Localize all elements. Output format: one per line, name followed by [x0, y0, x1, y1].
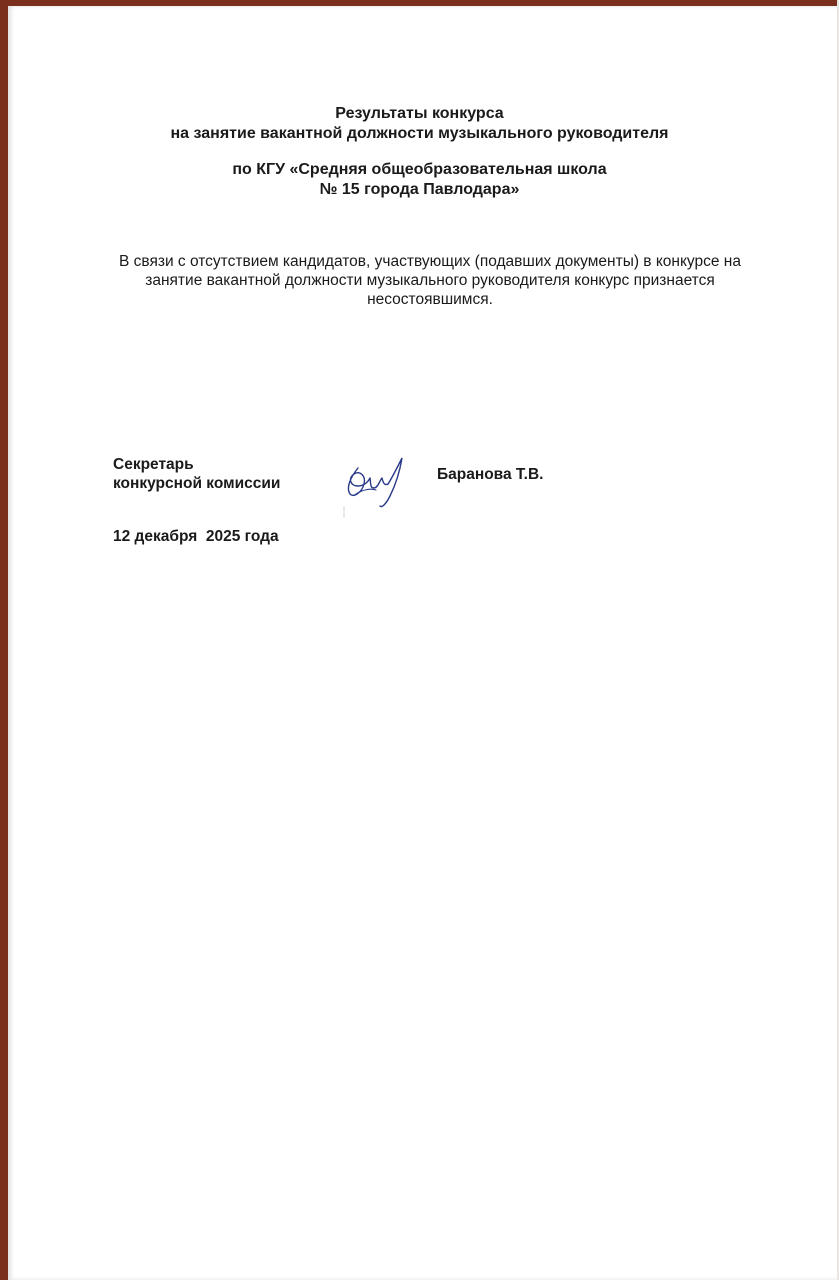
signatory-role-line-1: Секретарь: [113, 456, 194, 473]
organization-line-1: по КГУ «Средняя общеобразовательная школа: [232, 161, 607, 178]
body-line-1: В связи с отсутствием кандидатов, участвующих (подавших документы) в конкурсе на: [119, 253, 741, 270]
organization-heading: [0, 160, 839, 200]
handwritten-signature: [340, 448, 410, 518]
document-date: 12 декабря 2025 года: [113, 528, 279, 545]
body-line-2: занятие вакантной должности музыкального руководителя конкурс признается: [145, 272, 715, 289]
body-paragraph: [110, 252, 750, 309]
signatory-name: Баранова Т.В.: [437, 466, 544, 483]
document-title: [0, 104, 839, 144]
signatory-role: [113, 455, 280, 493]
title-line-1: Результаты конкурса: [335, 105, 504, 122]
organization-line-2: № 15 города Павлодара»: [319, 181, 520, 198]
title-line-2: на занятие вакантной должности музыкального руководителя: [170, 125, 669, 142]
body-line-3: несостоявшимся.: [367, 291, 493, 308]
signatory-role-line-2: конкурсной комиссии: [113, 475, 281, 492]
